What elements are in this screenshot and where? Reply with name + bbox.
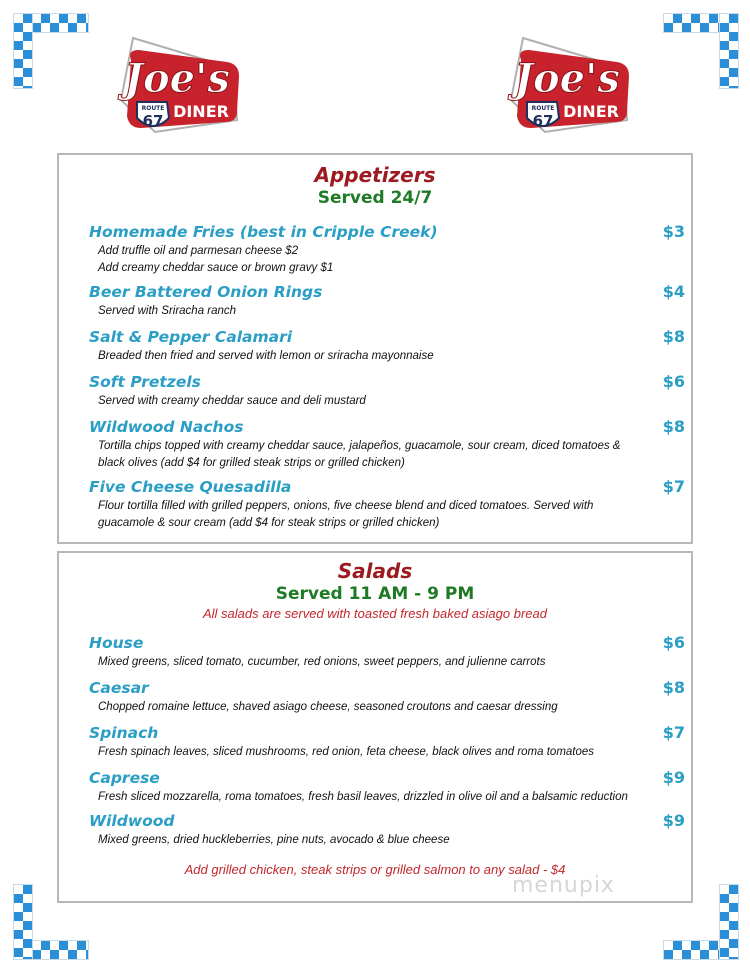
- item-price: $9: [662, 768, 685, 787]
- item-price: $9: [662, 811, 685, 830]
- item-name: Spinach: [89, 724, 159, 742]
- item-description: Add truffle oil and parmesan cheese $2: [98, 245, 299, 257]
- item-description: Flour tortilla filled with grilled peppers, onions, five cheese blend and diced tomatoes. Served with guacamole & sour cream (add $4 for steak strips or grilled chicken): [98, 500, 594, 529]
- appetizers-section: [57, 153, 693, 544]
- item-name: House: [89, 634, 144, 652]
- menu-item: [59, 416, 691, 472]
- salads-section: [57, 551, 693, 903]
- item-price: $3: [662, 222, 685, 241]
- item-price: $7: [662, 723, 685, 742]
- item-name: Caprese: [89, 769, 160, 787]
- section-title: Appetizers: [314, 163, 436, 187]
- item-price: $8: [662, 678, 685, 697]
- checker-strip-icon: [719, 884, 739, 960]
- item-description: Mixed greens, dried huckleberries, pine nuts, avocado & blue cheese: [98, 834, 450, 846]
- item-price: $8: [662, 327, 685, 346]
- menu-item: [59, 371, 691, 410]
- menu-item: [59, 221, 691, 277]
- item-description: Fresh sliced mozzarella, roma tomatoes, fresh basil leaves, drizzled in olive oil and a balsamic reduction: [98, 791, 628, 803]
- item-description: Chopped romaine lettuce, shaved asiago cheese, seasoned croutons and caesar dressing: [98, 701, 558, 713]
- shield-number-text: 67: [532, 112, 554, 130]
- logo-name-text: Joe's: [514, 55, 620, 102]
- item-name: Soft Pretzels: [89, 373, 201, 391]
- menu-item: [59, 476, 691, 532]
- item-description: Fresh spinach leaves, sliced mushrooms, red onion, feta cheese, black olives and roma tomatoes: [98, 746, 595, 758]
- menu-item: [59, 767, 691, 806]
- menu-item: [59, 810, 691, 849]
- shield-top-text: ROUTE: [531, 105, 555, 112]
- logo-icon: [505, 30, 635, 140]
- joes-diner-logo-left: [115, 30, 245, 140]
- watermark: menupix: [512, 873, 615, 898]
- checker-strip-icon: [13, 13, 33, 89]
- menu-item: [59, 722, 691, 761]
- menu-item: [59, 326, 691, 365]
- checker-strip-icon: [719, 13, 739, 89]
- item-name: Caesar: [89, 679, 149, 697]
- item-description: Served with Sriracha ranch: [98, 305, 237, 317]
- menu-item: [59, 677, 691, 716]
- logo-name-text: Joe's: [124, 55, 230, 102]
- checker-strip-icon: [13, 884, 33, 960]
- item-name: Wildwood: [89, 812, 175, 830]
- item-name: Homemade Fries (best in Cripple Creek): [89, 223, 438, 241]
- logo-sub-text: DINER: [173, 102, 229, 121]
- item-name: Wildwood Nachos: [89, 418, 244, 436]
- menu-item: [59, 281, 691, 320]
- section-subtitle: Served 11 AM - 9 PM: [275, 584, 475, 604]
- logo-sub-text: DINER: [563, 102, 619, 121]
- item-price: $6: [662, 372, 685, 391]
- item-description: Breaded then fried and served with lemon or sriracha mayonnaise: [98, 350, 434, 362]
- item-name: Salt & Pepper Calamari: [89, 328, 293, 346]
- menu-item: [59, 632, 691, 671]
- item-description: Tortilla chips topped with creamy cheddar sauce, jalapeños, guacamole, sour cream, diced tomatoes & black olives (add $4 for grilled steak strips or grilled chicken): [98, 440, 621, 469]
- item-price: $8: [662, 417, 685, 436]
- section-title: Salads: [337, 559, 413, 583]
- shield-top-text: ROUTE: [141, 105, 165, 112]
- section-note: All salads are served with toasted fresh baked asiago bread: [203, 606, 547, 621]
- item-description: Mixed greens, sliced tomato, cucumber, red onions, sweet peppers, and julienne carrots: [98, 656, 546, 668]
- item-description: Served with creamy cheddar sauce and deli mustard: [98, 395, 366, 407]
- item-price: $6: [662, 633, 685, 652]
- logo-icon: [115, 30, 245, 140]
- salad-addon-note: Add grilled chicken, steak strips or grilled salmon to any salad - $4: [184, 862, 566, 877]
- joes-diner-logo-right: [505, 30, 635, 140]
- item-description: Add creamy cheddar sauce or brown gravy $1: [98, 262, 334, 274]
- item-name: Five Cheese Quesadilla: [89, 478, 292, 496]
- item-name: Beer Battered Onion Rings: [89, 283, 323, 301]
- item-price: $4: [662, 282, 685, 301]
- section-subtitle: Served 24/7: [317, 188, 433, 208]
- shield-number-text: 67: [142, 112, 164, 130]
- item-price: $7: [662, 477, 685, 496]
